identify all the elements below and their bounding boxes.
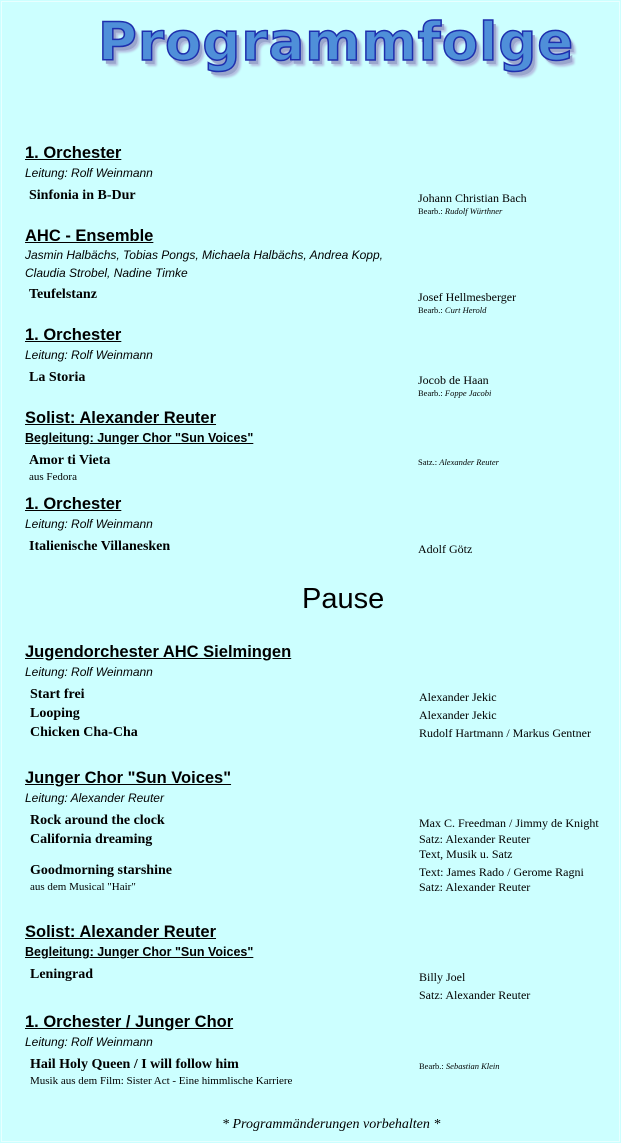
piece-composer: Rudolf Hartmann / Markus Gentner (419, 726, 591, 740)
ensemble-members: Jasmin Halbächs, Tobias Pongs, Michaela Halbächs, Andrea Kopp, Claudia Strobel, Nadine Timke (25, 248, 383, 280)
piece-composer: Jocob de Haan (418, 373, 489, 387)
section-heading: 1. Orchester (25, 326, 122, 344)
section-heading: Solist: Alexander Reuter (25, 409, 217, 427)
piece-composer: Text: James Rado / Gerome Ragni (419, 865, 584, 879)
piece-note: aus dem Musical "Hair" (30, 881, 136, 893)
page-title: Programmfolge (98, 12, 575, 73)
piece-title: Leningrad (30, 967, 94, 982)
piece-title: La Storia (29, 370, 86, 385)
piece-title: Teufelstanz (29, 287, 97, 302)
piece-title: Sinfonia in B-Dur (29, 188, 136, 203)
piece-composer: Alexander Jekic (419, 690, 497, 704)
piece-title: Italienische Villanesken (29, 539, 171, 554)
section-leader: Leitung: Rolf Weinmann (25, 1035, 153, 1049)
section-heading: 1. Orchester / Junger Chor (25, 1013, 234, 1031)
section-leader: Leitung: Rolf Weinmann (25, 166, 153, 180)
piece-composer: Billy Joel (419, 970, 466, 984)
section-accompaniment: Begleitung: Junger Chor "Sun Voices" (25, 945, 254, 959)
piece-note: Musik aus dem Film: Sister Act - Eine himmlische Karriere (30, 1075, 293, 1087)
piece-composer: Josef Hellmesberger (418, 290, 517, 304)
piece-title: Looping (30, 706, 80, 721)
piece-arranger: Bearb.: Sebastian Klein (419, 1061, 500, 1071)
piece-title: Rock around the clock (30, 813, 165, 828)
piece-composer: Alexander Jekic (419, 708, 497, 722)
piece-arranger: Bearb.: Curt Herold (418, 305, 487, 315)
piece-note: aus Fedora (29, 471, 77, 483)
piece-arranger: Bearb.: Rudolf Würthner (418, 206, 503, 216)
section-leader: Leitung: Rolf Weinmann (25, 517, 153, 531)
piece-arranger: Satz.: Alexander Reuter (418, 457, 499, 467)
section-leader: Leitung: Rolf Weinmann (25, 665, 153, 679)
piece-title: Chicken Cha-Cha (30, 725, 138, 740)
section-accompaniment: Begleitung: Junger Chor "Sun Voices" (25, 431, 254, 445)
piece-composer-extra: Satz: Alexander Reuter (419, 988, 531, 1002)
pause-label: Pause (302, 583, 385, 615)
piece-composer-extra: Satz: Alexander Reuter (419, 880, 531, 894)
section-heading: AHC - Ensemble (25, 227, 154, 245)
piece-arranger: Bearb.: Foppe Jacobi (418, 388, 492, 398)
section-heading: Solist: Alexander Reuter (25, 923, 217, 941)
section-heading: Junger Chor "Sun Voices" (25, 769, 232, 787)
piece-title: Hail Holy Queen / I will follow him (30, 1057, 239, 1072)
piece-composer: Max C. Freedman / Jimmy de Knight (419, 816, 599, 830)
piece-composer-extra: Text, Musik u. Satz (419, 847, 513, 861)
piece-composer: Satz: Alexander Reuter (419, 832, 531, 846)
section-heading: Jugendorchester AHC Sielmingen (25, 643, 292, 661)
piece-title: Amor ti Vieta (29, 453, 111, 468)
piece-title: Start frei (30, 687, 85, 702)
section-leader: Leitung: Rolf Weinmann (25, 348, 153, 362)
section-heading: 1. Orchester (25, 495, 122, 513)
piece-composer: Adolf Götz (418, 542, 473, 556)
piece-title: Goodmorning starshine (30, 863, 172, 878)
piece-title: California dreaming (30, 832, 153, 847)
piece-composer: Johann Christian Bach (418, 191, 527, 205)
section-heading: 1. Orchester (25, 144, 122, 162)
footer-note: * Programmänderungen vorbehalten * (222, 1117, 441, 1132)
section-leader: Leitung: Alexander Reuter (25, 791, 164, 805)
